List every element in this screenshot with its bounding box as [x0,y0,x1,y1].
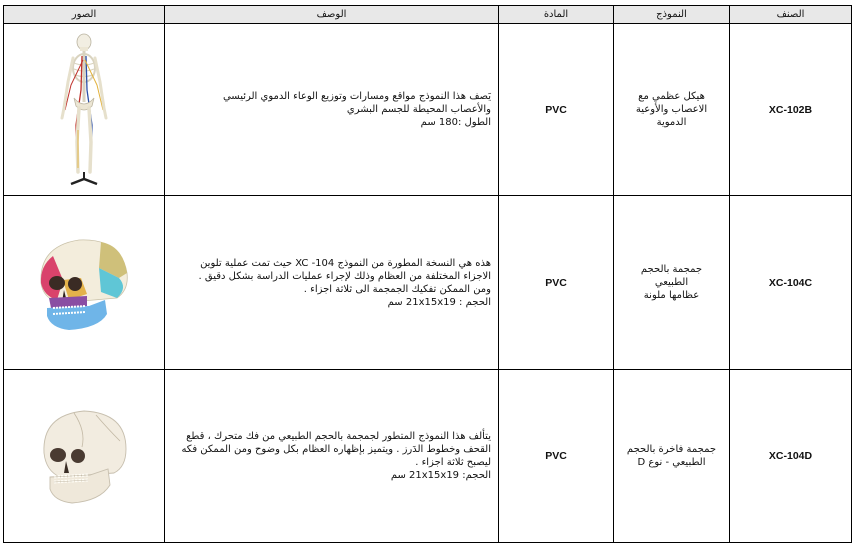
image-cell [4,370,165,543]
skeleton-model-image [49,30,119,190]
description-line: الحجم : 21x15x19 سم [387,296,491,308]
description-line: هذه هي النسخة المطورة من النموذج XC -104 حيث تمت عملية تلوين [200,257,491,269]
description-cell [165,196,499,370]
model-cell [614,370,730,543]
material-cell: PVC [499,24,614,196]
header-model: النموذج [614,6,730,24]
header-category: الصنف [730,6,852,24]
description-line: والأعصاب المحيطة للجسم البشري [346,104,491,115]
category-code-cell: XC-104C [730,196,852,370]
model-line: جمجمة فاخرة بالحجم [626,444,717,455]
table-row [4,196,852,370]
model-line: عظامها ملونة [643,290,700,301]
model-line: الطبيعي - نوع D [637,457,706,468]
model-line: هيكل عظمي مع [638,91,705,102]
category-code-cell: XC-104D [730,370,852,543]
model-line: جمجمة بالحجم الطبيعي [640,264,703,288]
description-line: القحف وخطوط الدَرز . ويتميز بإظهاره العظام بكل وضوح ومن الممكن فكه [181,444,491,455]
material-cell: PVC [499,370,614,543]
description-line: يتألف هذا النموذج المتطور لجمجمة بالحجم الطبيعي من فك متحرك ، قطع [186,431,491,442]
header-material: المادة [499,6,614,24]
table-row [4,370,852,543]
header-row [4,6,852,24]
description-line: يَصف هذا النموذج مواقع ومسارات وتوزيع الوعاء الدموي الرئيسي [222,91,491,102]
material-cell: PVC [499,196,614,370]
description-line: الطول :180 سم [420,117,491,128]
description-line: الاجزاء المختلفة من العظام وذلك لإجراء عمليات الدراسة بشكل دقيق . [198,270,491,282]
model-line: الاعصاب والأوعية [635,104,708,115]
model-line: الدموية [656,117,687,128]
table-row [4,24,852,196]
colored-skull-model-image [29,228,139,338]
description-cell [165,24,499,196]
model-cell [614,24,730,196]
category-code-cell: XC-102B [730,24,852,196]
description-line: ليصبح ثلاثة اجزاء . [415,457,491,468]
header-images: الصور [4,6,165,24]
image-cell [4,196,165,370]
natural-skull-model-image [34,401,134,511]
image-cell [4,24,165,196]
description-line: الحجم: 21x15x19 سم [390,470,491,481]
description-cell [165,370,499,543]
model-cell [614,196,730,370]
product-table [3,5,852,543]
header-description: الوصف [165,6,499,24]
description-line: ومن الممكن تفكيك الجمجمة الى ثلاثة اجزاء . [303,283,491,295]
